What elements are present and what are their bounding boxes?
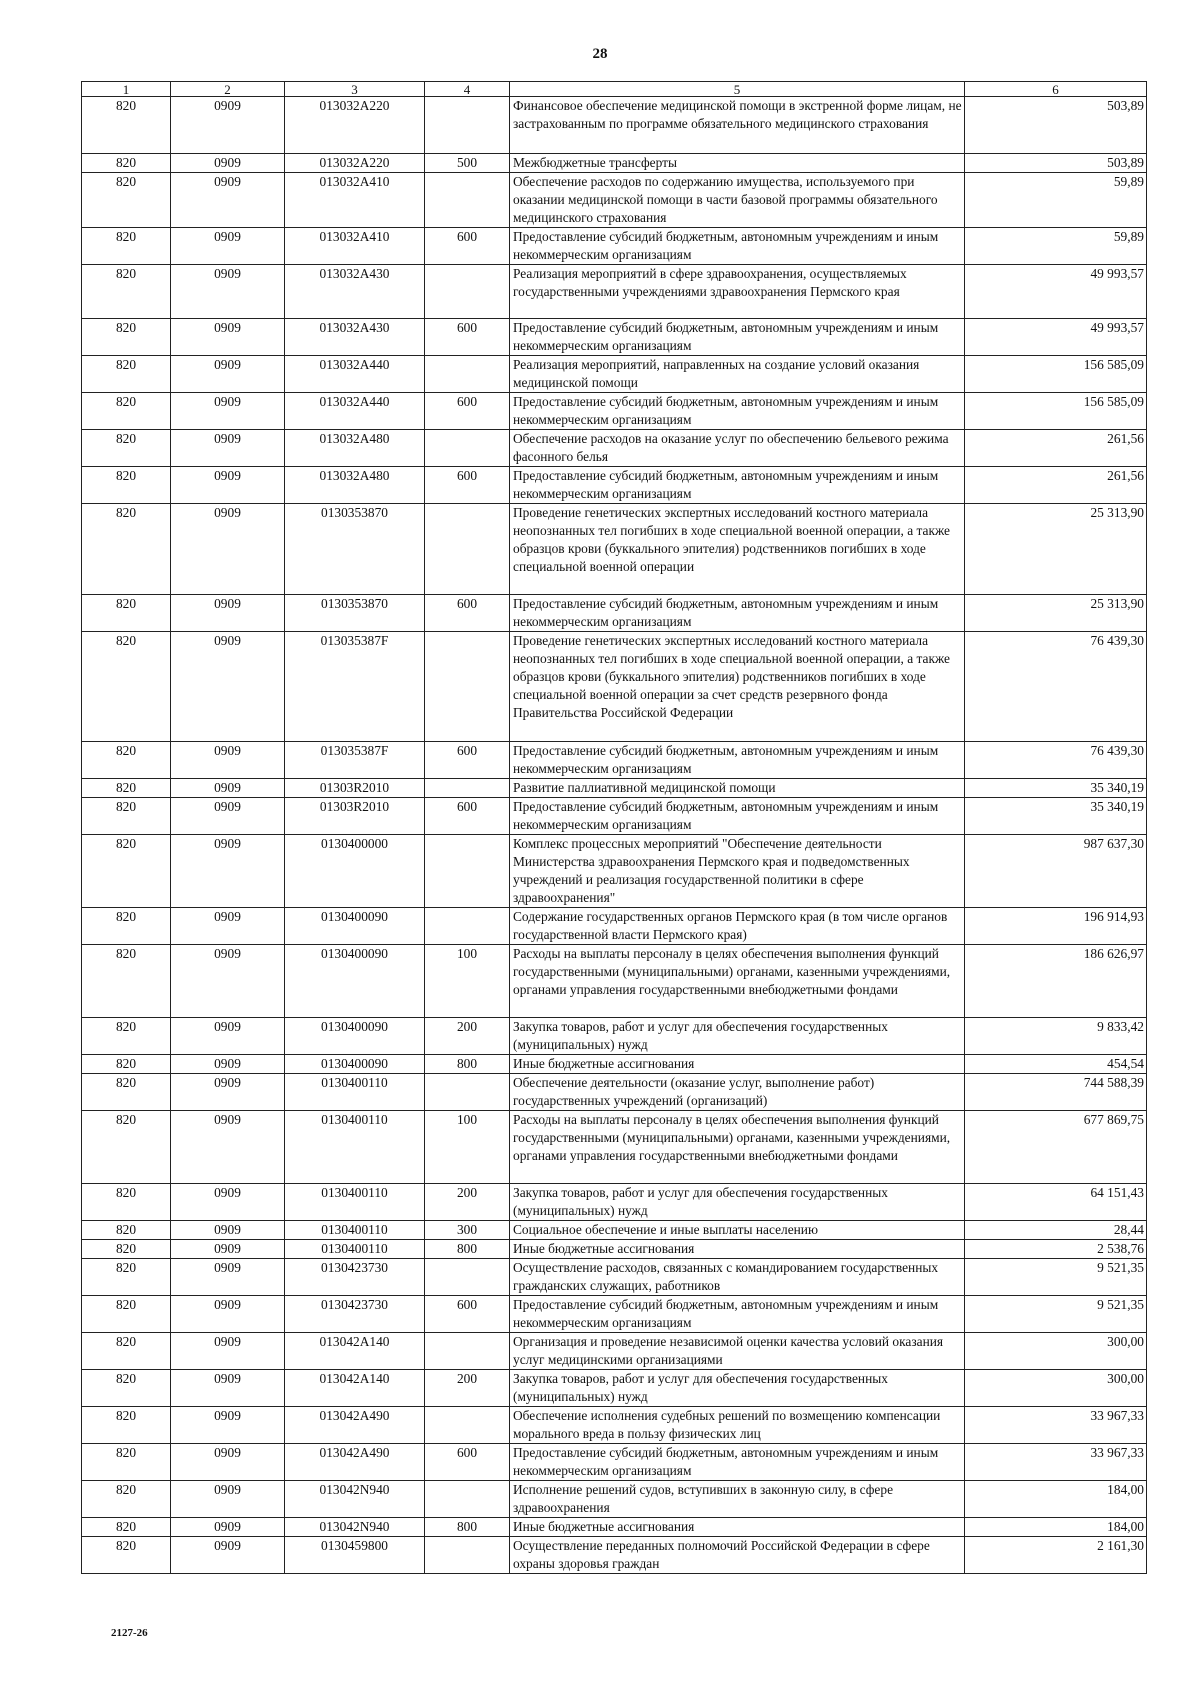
expense-type-cell: 600 bbox=[425, 798, 510, 835]
target-code-cell: 013032А440 bbox=[285, 356, 425, 393]
admin-code-cell: 820 bbox=[82, 173, 171, 228]
amount-cell: 300,00 bbox=[965, 1333, 1147, 1370]
description-cell: Иные бюджетные ассигнования bbox=[510, 1518, 965, 1537]
target-code-cell: 013032А410 bbox=[285, 228, 425, 265]
admin-code-cell: 820 bbox=[82, 1221, 171, 1240]
description-cell: Предоставление субсидий бюджетным, автономным учреждениям и иным некоммерческим организациям bbox=[510, 742, 965, 779]
target-code-cell: 013032А480 bbox=[285, 467, 425, 504]
amount-cell: 744 588,39 bbox=[965, 1074, 1147, 1111]
section-code-cell: 0909 bbox=[171, 1537, 285, 1574]
target-code-cell: 0130353870 bbox=[285, 595, 425, 632]
column-header-2: 2 bbox=[171, 82, 285, 97]
expense-type-cell bbox=[425, 779, 510, 798]
table-row bbox=[82, 1055, 1147, 1074]
admin-code-cell: 820 bbox=[82, 1407, 171, 1444]
section-code-cell: 0909 bbox=[171, 1296, 285, 1333]
expense-type-cell: 500 bbox=[425, 154, 510, 173]
admin-code-cell: 820 bbox=[82, 228, 171, 265]
target-code-cell: 013042А490 bbox=[285, 1407, 425, 1444]
expense-type-cell: 600 bbox=[425, 393, 510, 430]
section-code-cell: 0909 bbox=[171, 319, 285, 356]
table-row bbox=[82, 1370, 1147, 1407]
admin-code-cell: 820 bbox=[82, 595, 171, 632]
description-cell: Предоставление субсидий бюджетным, автономным учреждениям и иным некоммерческим организациям bbox=[510, 1296, 965, 1333]
section-code-cell: 0909 bbox=[171, 1111, 285, 1184]
amount-cell: 9 521,35 bbox=[965, 1259, 1147, 1296]
description-cell: Организация и проведение независимой оценки качества условий оказания услуг медицинскими организациями bbox=[510, 1333, 965, 1370]
admin-code-cell: 820 bbox=[82, 97, 171, 154]
description-cell: Межбюджетные трансферты bbox=[510, 154, 965, 173]
admin-code-cell: 820 bbox=[82, 1055, 171, 1074]
description-cell: Предоставление субсидий бюджетным, автономным учреждениям и иным некоммерческим организациям bbox=[510, 798, 965, 835]
section-code-cell: 0909 bbox=[171, 265, 285, 319]
target-code-cell: 013042А140 bbox=[285, 1333, 425, 1370]
target-code-cell: 013042N940 bbox=[285, 1481, 425, 1518]
section-code-cell: 0909 bbox=[171, 154, 285, 173]
admin-code-cell: 820 bbox=[82, 908, 171, 945]
admin-code-cell: 820 bbox=[82, 1370, 171, 1407]
description-cell: Содержание государственных органов Пермского края (в том числе органов государственной власти Пермского края) bbox=[510, 908, 965, 945]
admin-code-cell: 820 bbox=[82, 742, 171, 779]
amount-cell: 49 993,57 bbox=[965, 265, 1147, 319]
target-code-cell: 0130400090 bbox=[285, 908, 425, 945]
target-code-cell: 013035387F bbox=[285, 632, 425, 742]
section-code-cell: 0909 bbox=[171, 908, 285, 945]
section-code-cell: 0909 bbox=[171, 1055, 285, 1074]
amount-cell: 2 161,30 bbox=[965, 1537, 1147, 1574]
table-row bbox=[82, 430, 1147, 467]
amount-cell: 76 439,30 bbox=[965, 742, 1147, 779]
amount-cell: 49 993,57 bbox=[965, 319, 1147, 356]
amount-cell: 261,56 bbox=[965, 467, 1147, 504]
description-cell: Иные бюджетные ассигнования bbox=[510, 1240, 965, 1259]
expense-type-cell: 600 bbox=[425, 1444, 510, 1481]
section-code-cell: 0909 bbox=[171, 430, 285, 467]
admin-code-cell: 820 bbox=[82, 393, 171, 430]
section-code-cell: 0909 bbox=[171, 504, 285, 595]
description-cell: Осуществление расходов, связанных с командированием государственных гражданских служащих, работников bbox=[510, 1259, 965, 1296]
amount-cell: 503,89 bbox=[965, 154, 1147, 173]
section-code-cell: 0909 bbox=[171, 173, 285, 228]
table-row bbox=[82, 1018, 1147, 1055]
section-code-cell: 0909 bbox=[171, 1370, 285, 1407]
description-cell: Предоставление субсидий бюджетным, автономным учреждениям и иным некоммерческим организациям bbox=[510, 467, 965, 504]
description-cell: Предоставление субсидий бюджетным, автономным учреждениям и иным некоммерческим организациям bbox=[510, 393, 965, 430]
expense-type-cell: 200 bbox=[425, 1184, 510, 1221]
description-cell: Осуществление переданных полномочий Российской Федерации в сфере охраны здоровья граждан bbox=[510, 1537, 965, 1574]
amount-cell: 2 538,76 bbox=[965, 1240, 1147, 1259]
amount-cell: 76 439,30 bbox=[965, 632, 1147, 742]
description-cell: Закупка товаров, работ и услуг для обеспечения государственных (муниципальных) нужд bbox=[510, 1370, 965, 1407]
target-code-cell: 0130400090 bbox=[285, 1055, 425, 1074]
amount-cell: 9 521,35 bbox=[965, 1296, 1147, 1333]
expense-type-cell bbox=[425, 1259, 510, 1296]
section-code-cell: 0909 bbox=[171, 835, 285, 908]
expense-type-cell: 200 bbox=[425, 1018, 510, 1055]
table-row bbox=[82, 504, 1147, 595]
expense-type-cell bbox=[425, 1537, 510, 1574]
section-code-cell: 0909 bbox=[171, 632, 285, 742]
amount-cell: 64 151,43 bbox=[965, 1184, 1147, 1221]
description-cell: Закупка товаров, работ и услуг для обеспечения государственных (муниципальных) нужд bbox=[510, 1018, 965, 1055]
table-row bbox=[82, 798, 1147, 835]
section-code-cell: 0909 bbox=[171, 1018, 285, 1055]
table-row bbox=[82, 742, 1147, 779]
admin-code-cell: 820 bbox=[82, 798, 171, 835]
table-row bbox=[82, 1240, 1147, 1259]
expense-type-cell: 200 bbox=[425, 1370, 510, 1407]
description-cell: Предоставление субсидий бюджетным, автономным учреждениям и иным некоммерческим организациям bbox=[510, 595, 965, 632]
description-cell: Комплекс процессных мероприятий "Обеспечение деятельности Министерства здравоохранения Пермского края и подведомственных учреждений и реализация государственной политики в сфере здравоохранения" bbox=[510, 835, 965, 908]
expense-type-cell: 100 bbox=[425, 945, 510, 1018]
section-code-cell: 0909 bbox=[171, 1481, 285, 1518]
admin-code-cell: 820 bbox=[82, 1184, 171, 1221]
admin-code-cell: 820 bbox=[82, 835, 171, 908]
table-row bbox=[82, 393, 1147, 430]
table-row bbox=[82, 173, 1147, 228]
table-row bbox=[82, 1537, 1147, 1574]
column-header-3: 3 bbox=[285, 82, 425, 97]
admin-code-cell: 820 bbox=[82, 1018, 171, 1055]
target-code-cell: 0130400110 bbox=[285, 1184, 425, 1221]
table-row bbox=[82, 265, 1147, 319]
amount-cell: 184,00 bbox=[965, 1481, 1147, 1518]
target-code-cell: 013042А490 bbox=[285, 1444, 425, 1481]
target-code-cell: 0130423730 bbox=[285, 1259, 425, 1296]
expense-type-cell bbox=[425, 1333, 510, 1370]
amount-cell: 186 626,97 bbox=[965, 945, 1147, 1018]
target-code-cell: 0130423730 bbox=[285, 1296, 425, 1333]
description-cell: Обеспечение расходов по содержанию имущества, используемого при оказании медицинской помощи в части базовой программы обязательного медицинского страхования bbox=[510, 173, 965, 228]
section-code-cell: 0909 bbox=[171, 228, 285, 265]
target-code-cell: 013042А140 bbox=[285, 1370, 425, 1407]
target-code-cell: 0130459800 bbox=[285, 1537, 425, 1574]
amount-cell: 33 967,33 bbox=[965, 1407, 1147, 1444]
admin-code-cell: 820 bbox=[82, 779, 171, 798]
admin-code-cell: 820 bbox=[82, 504, 171, 595]
target-code-cell: 013032А430 bbox=[285, 265, 425, 319]
table-row bbox=[82, 1111, 1147, 1184]
section-code-cell: 0909 bbox=[171, 97, 285, 154]
section-code-cell: 0909 bbox=[171, 595, 285, 632]
amount-cell: 35 340,19 bbox=[965, 798, 1147, 835]
section-code-cell: 0909 bbox=[171, 1221, 285, 1240]
column-header-5: 5 bbox=[510, 82, 965, 97]
expense-type-cell: 600 bbox=[425, 742, 510, 779]
table-row bbox=[82, 1074, 1147, 1111]
amount-cell: 184,00 bbox=[965, 1518, 1147, 1537]
target-code-cell: 013035387F bbox=[285, 742, 425, 779]
description-cell: Обеспечение расходов на оказание услуг по обеспечению бельевого режима фасонного белья bbox=[510, 430, 965, 467]
admin-code-cell: 820 bbox=[82, 154, 171, 173]
column-header-4: 4 bbox=[425, 82, 510, 97]
target-code-cell: 013032А220 bbox=[285, 154, 425, 173]
amount-cell: 9 833,42 bbox=[965, 1018, 1147, 1055]
table-row bbox=[82, 595, 1147, 632]
table-body bbox=[82, 97, 1147, 1574]
section-code-cell: 0909 bbox=[171, 1333, 285, 1370]
admin-code-cell: 820 bbox=[82, 430, 171, 467]
target-code-cell: 0130400110 bbox=[285, 1111, 425, 1184]
description-cell: Обеспечение исполнения судебных решений по возмещению компенсации морального вреда в пользу физических лиц bbox=[510, 1407, 965, 1444]
target-code-cell: 013042N940 bbox=[285, 1518, 425, 1537]
description-cell: Предоставление субсидий бюджетным, автономным учреждениям и иным некоммерческим организациям bbox=[510, 319, 965, 356]
amount-cell: 196 914,93 bbox=[965, 908, 1147, 945]
table-row bbox=[82, 228, 1147, 265]
amount-cell: 35 340,19 bbox=[965, 779, 1147, 798]
amount-cell: 987 637,30 bbox=[965, 835, 1147, 908]
table-row bbox=[82, 908, 1147, 945]
expense-type-cell: 100 bbox=[425, 1111, 510, 1184]
target-code-cell: 013032А480 bbox=[285, 430, 425, 467]
admin-code-cell: 820 bbox=[82, 1111, 171, 1184]
expense-type-cell bbox=[425, 504, 510, 595]
description-cell: Развитие паллиативной медицинской помощи bbox=[510, 779, 965, 798]
admin-code-cell: 820 bbox=[82, 467, 171, 504]
expense-type-cell: 600 bbox=[425, 228, 510, 265]
target-code-cell: 013032А410 bbox=[285, 173, 425, 228]
expense-type-cell bbox=[425, 1481, 510, 1518]
description-cell: Иные бюджетные ассигнования bbox=[510, 1055, 965, 1074]
description-cell: Исполнение решений судов, вступивших в законную силу, в сфере здравоохранения bbox=[510, 1481, 965, 1518]
section-code-cell: 0909 bbox=[171, 798, 285, 835]
expense-type-cell bbox=[425, 430, 510, 467]
admin-code-cell: 820 bbox=[82, 1259, 171, 1296]
budget-table bbox=[81, 81, 1147, 1574]
expense-type-cell bbox=[425, 1074, 510, 1111]
header-row bbox=[82, 82, 1147, 97]
target-code-cell: 0130400110 bbox=[285, 1240, 425, 1259]
column-header-6: 6 bbox=[965, 82, 1147, 97]
description-cell: Проведение генетических экспертных исследований костного материала неопознанных тел погибших в ходе специальной военной операции, а также образцов крови (буккального эпителия) родственников погибших в ходе специальной военной операции bbox=[510, 504, 965, 595]
admin-code-cell: 820 bbox=[82, 632, 171, 742]
expense-type-cell: 600 bbox=[425, 595, 510, 632]
table-row bbox=[82, 356, 1147, 393]
description-cell: Предоставление субсидий бюджетным, автономным учреждениям и иным некоммерческим организациям bbox=[510, 228, 965, 265]
admin-code-cell: 820 bbox=[82, 1444, 171, 1481]
table-row bbox=[82, 779, 1147, 798]
description-cell: Проведение генетических экспертных исследований костного материала неопознанных тел погибших в ходе специальной военной операции, а также образцов крови (буккального эпителия) родственников погибших в ходе специальной военной операции за счет средств резервного фонда Правительства Российской Федерации bbox=[510, 632, 965, 742]
expense-type-cell: 600 bbox=[425, 1296, 510, 1333]
table-row bbox=[82, 1221, 1147, 1240]
table-row bbox=[82, 1296, 1147, 1333]
expense-type-cell bbox=[425, 835, 510, 908]
column-header-1: 1 bbox=[82, 82, 171, 97]
amount-cell: 156 585,09 bbox=[965, 356, 1147, 393]
amount-cell: 25 313,90 bbox=[965, 504, 1147, 595]
section-code-cell: 0909 bbox=[171, 1518, 285, 1537]
admin-code-cell: 820 bbox=[82, 1296, 171, 1333]
section-code-cell: 0909 bbox=[171, 945, 285, 1018]
table-row bbox=[82, 632, 1147, 742]
section-code-cell: 0909 bbox=[171, 1184, 285, 1221]
admin-code-cell: 820 bbox=[82, 1518, 171, 1537]
admin-code-cell: 820 bbox=[82, 356, 171, 393]
expense-type-cell bbox=[425, 1407, 510, 1444]
expense-type-cell: 800 bbox=[425, 1055, 510, 1074]
description-cell: Социальное обеспечение и иные выплаты населению bbox=[510, 1221, 965, 1240]
admin-code-cell: 820 bbox=[82, 1240, 171, 1259]
target-code-cell: 0130400110 bbox=[285, 1221, 425, 1240]
admin-code-cell: 820 bbox=[82, 1074, 171, 1111]
target-code-cell: 0130400090 bbox=[285, 1018, 425, 1055]
target-code-cell: 01303R2010 bbox=[285, 779, 425, 798]
expense-type-cell bbox=[425, 356, 510, 393]
table-row bbox=[82, 1481, 1147, 1518]
amount-cell: 261,56 bbox=[965, 430, 1147, 467]
expense-type-cell bbox=[425, 173, 510, 228]
description-cell: Реализация мероприятий, направленных на создание условий оказания медицинской помощи bbox=[510, 356, 965, 393]
section-code-cell: 0909 bbox=[171, 393, 285, 430]
table-row bbox=[82, 945, 1147, 1018]
section-code-cell: 0909 bbox=[171, 1444, 285, 1481]
admin-code-cell: 820 bbox=[82, 1537, 171, 1574]
amount-cell: 59,89 bbox=[965, 228, 1147, 265]
table-row bbox=[82, 835, 1147, 908]
document-code: 2127-26 bbox=[111, 1627, 148, 1639]
expense-type-cell: 800 bbox=[425, 1518, 510, 1537]
amount-cell: 28,44 bbox=[965, 1221, 1147, 1240]
expense-type-cell: 600 bbox=[425, 467, 510, 504]
expense-type-cell bbox=[425, 265, 510, 319]
description-cell: Расходы на выплаты персоналу в целях обеспечения выполнения функций государственными (муниципальными) органами, казенными учреждениями, органами управления государственными внебюджетными фондами bbox=[510, 1111, 965, 1184]
description-cell: Обеспечение деятельности (оказание услуг, выполнение работ) государственных учреждений (организаций) bbox=[510, 1074, 965, 1111]
admin-code-cell: 820 bbox=[82, 945, 171, 1018]
target-code-cell: 0130400000 bbox=[285, 835, 425, 908]
amount-cell: 59,89 bbox=[965, 173, 1147, 228]
amount-cell: 503,89 bbox=[965, 97, 1147, 154]
expense-type-cell bbox=[425, 97, 510, 154]
table-row bbox=[82, 1333, 1147, 1370]
expense-type-cell: 600 bbox=[425, 319, 510, 356]
amount-cell: 33 967,33 bbox=[965, 1444, 1147, 1481]
target-code-cell: 013032А440 bbox=[285, 393, 425, 430]
section-code-cell: 0909 bbox=[171, 1240, 285, 1259]
section-code-cell: 0909 bbox=[171, 1259, 285, 1296]
table-row bbox=[82, 1444, 1147, 1481]
admin-code-cell: 820 bbox=[82, 1333, 171, 1370]
target-code-cell: 0130353870 bbox=[285, 504, 425, 595]
expense-type-cell: 300 bbox=[425, 1221, 510, 1240]
admin-code-cell: 820 bbox=[82, 319, 171, 356]
description-cell: Расходы на выплаты персоналу в целях обеспечения выполнения функций государственными (муниципальными) органами, казенными учреждениями, органами управления государственными внебюджетными фондами bbox=[510, 945, 965, 1018]
target-code-cell: 013032А430 bbox=[285, 319, 425, 356]
table-row bbox=[82, 1184, 1147, 1221]
table-row bbox=[82, 1518, 1147, 1537]
target-code-cell: 0130400110 bbox=[285, 1074, 425, 1111]
description-cell: Закупка товаров, работ и услуг для обеспечения государственных (муниципальных) нужд bbox=[510, 1184, 965, 1221]
amount-cell: 677 869,75 bbox=[965, 1111, 1147, 1184]
amount-cell: 300,00 bbox=[965, 1370, 1147, 1407]
admin-code-cell: 820 bbox=[82, 265, 171, 319]
section-code-cell: 0909 bbox=[171, 779, 285, 798]
description-cell: Реализация мероприятий в сфере здравоохранения, осуществляемых государственными учреждениями здравоохранения Пермского края bbox=[510, 265, 965, 319]
description-cell: Финансовое обеспечение медицинской помощи в экстренной форме лицам, не застрахованным по программе обязательного медицинского страхования bbox=[510, 97, 965, 154]
table-row bbox=[82, 319, 1147, 356]
section-code-cell: 0909 bbox=[171, 356, 285, 393]
amount-cell: 156 585,09 bbox=[965, 393, 1147, 430]
table-row bbox=[82, 467, 1147, 504]
amount-cell: 454,54 bbox=[965, 1055, 1147, 1074]
page-number: 28 bbox=[592, 46, 608, 62]
description-cell: Предоставление субсидий бюджетным, автономным учреждениям и иным некоммерческим организациям bbox=[510, 1444, 965, 1481]
target-code-cell: 013032А220 bbox=[285, 97, 425, 154]
section-code-cell: 0909 bbox=[171, 1074, 285, 1111]
section-code-cell: 0909 bbox=[171, 1407, 285, 1444]
table-row bbox=[82, 1259, 1147, 1296]
target-code-cell: 01303R2010 bbox=[285, 798, 425, 835]
table-row bbox=[82, 154, 1147, 173]
expense-type-cell: 800 bbox=[425, 1240, 510, 1259]
expense-type-cell bbox=[425, 632, 510, 742]
table-row bbox=[82, 97, 1147, 154]
expense-type-cell bbox=[425, 908, 510, 945]
target-code-cell: 0130400090 bbox=[285, 945, 425, 1018]
section-code-cell: 0909 bbox=[171, 467, 285, 504]
section-code-cell: 0909 bbox=[171, 742, 285, 779]
admin-code-cell: 820 bbox=[82, 1481, 171, 1518]
amount-cell: 25 313,90 bbox=[965, 595, 1147, 632]
table-row bbox=[82, 1407, 1147, 1444]
